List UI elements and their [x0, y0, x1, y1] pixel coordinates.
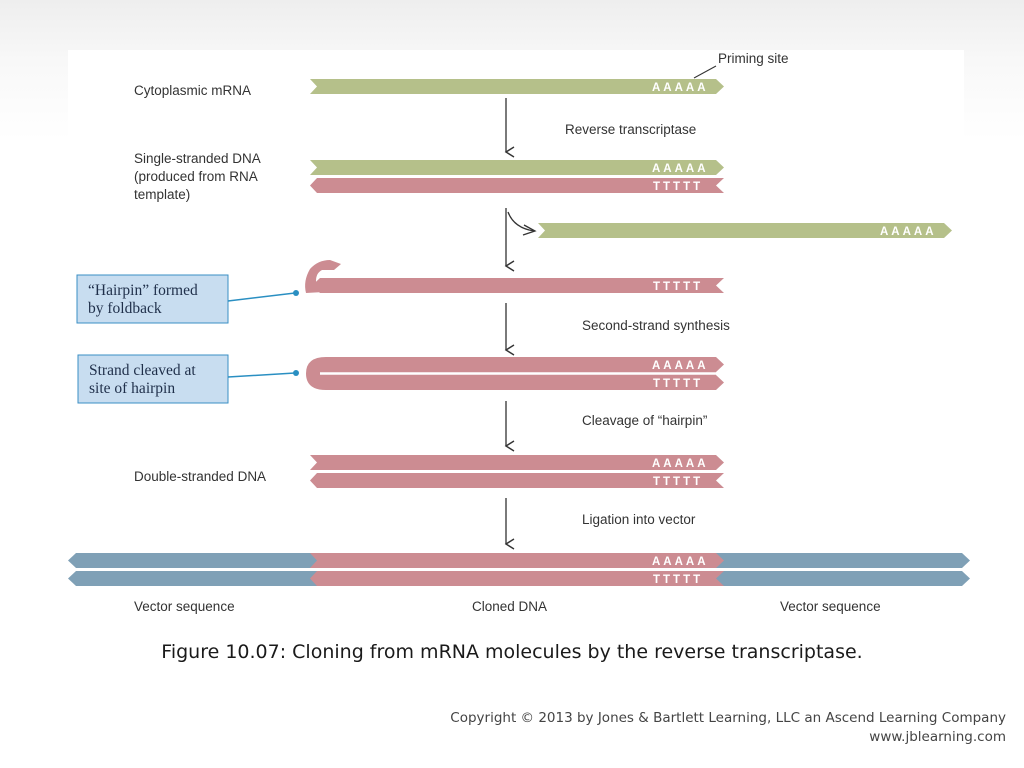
- poly-t-tag: TTTTT: [653, 574, 704, 586]
- rna-dna-hybrid: [310, 160, 724, 193]
- callout-leader-line: [228, 293, 295, 301]
- poly-a-tag: AAAAA: [880, 226, 937, 238]
- cleavage-of-hairpin-label: Cleavage of “hairpin”: [582, 413, 708, 428]
- callout-leader-line: [228, 373, 295, 377]
- single-stranded-dna-label-line-1: Single-stranded DNA: [134, 151, 261, 166]
- hairpin-duplex: [306, 357, 724, 390]
- cloned-dna-label: Cloned DNA: [472, 599, 548, 614]
- reverse-transcriptase-label: Reverse transcriptase: [565, 122, 697, 137]
- copyright-notice: [450, 709, 1006, 747]
- second-strand-synthesis-label: Second-strand synthesis: [582, 318, 730, 333]
- poly-t-tag: TTTTT: [653, 378, 704, 390]
- figure-caption: Figure 10.07: Cloning from mRNA molecules by the reverse transcriptase.: [161, 641, 863, 663]
- released-rna-strand: [538, 223, 952, 238]
- callout-text-line-1: Strand cleaved at: [89, 362, 196, 379]
- poly-a-tag: AAAAA: [652, 556, 709, 568]
- callout-text-line-2: site of hairpin: [89, 380, 176, 397]
- single-stranded-dna-label-line-3: template): [134, 187, 191, 202]
- priming-site-pointer: [694, 66, 716, 78]
- callout-leader-dot: [293, 290, 299, 296]
- single-stranded-dna-label-line-2: (produced from RNA: [134, 169, 258, 184]
- hairpin-strand: [305, 260, 724, 293]
- double-stranded-dna: [310, 455, 724, 488]
- callout-text-line-1: “Hairpin” formed: [88, 282, 198, 299]
- recombinant-vector: [68, 553, 970, 586]
- callout-text-line-2: by foldback: [88, 300, 162, 317]
- poly-a-tag: AAAAA: [652, 82, 709, 94]
- poly-a-tag: AAAAA: [652, 360, 709, 372]
- cytoplasmic-mrna-label: Cytoplasmic mRNA: [134, 83, 252, 98]
- mrna-strand: [310, 79, 724, 94]
- poly-t-tag: TTTTT: [653, 476, 704, 488]
- vector-sequence-right-label: Vector sequence: [780, 599, 881, 614]
- hairpin-callout: [77, 275, 299, 323]
- priming-site-label: Priming site: [718, 51, 789, 66]
- cleavage-callout: [78, 355, 299, 403]
- ligation-into-vector-label: Ligation into vector: [582, 512, 696, 527]
- vector-sequence-left-label: Vector sequence: [134, 599, 235, 614]
- poly-a-tag: AAAAA: [652, 163, 709, 175]
- poly-a-tag: AAAAA: [652, 458, 709, 470]
- callout-leader-dot: [293, 370, 299, 376]
- poly-t-tag: TTTTT: [653, 281, 704, 293]
- poly-t-tag: TTTTT: [653, 181, 704, 193]
- copyright-text: Copyright © 2013 by Jones & Bartlett Learning, LLC an Ascend Learning Company: [450, 710, 1006, 726]
- double-stranded-dna-label: Double-stranded DNA: [134, 469, 267, 484]
- publisher-url: www.jblearning.com: [869, 729, 1006, 745]
